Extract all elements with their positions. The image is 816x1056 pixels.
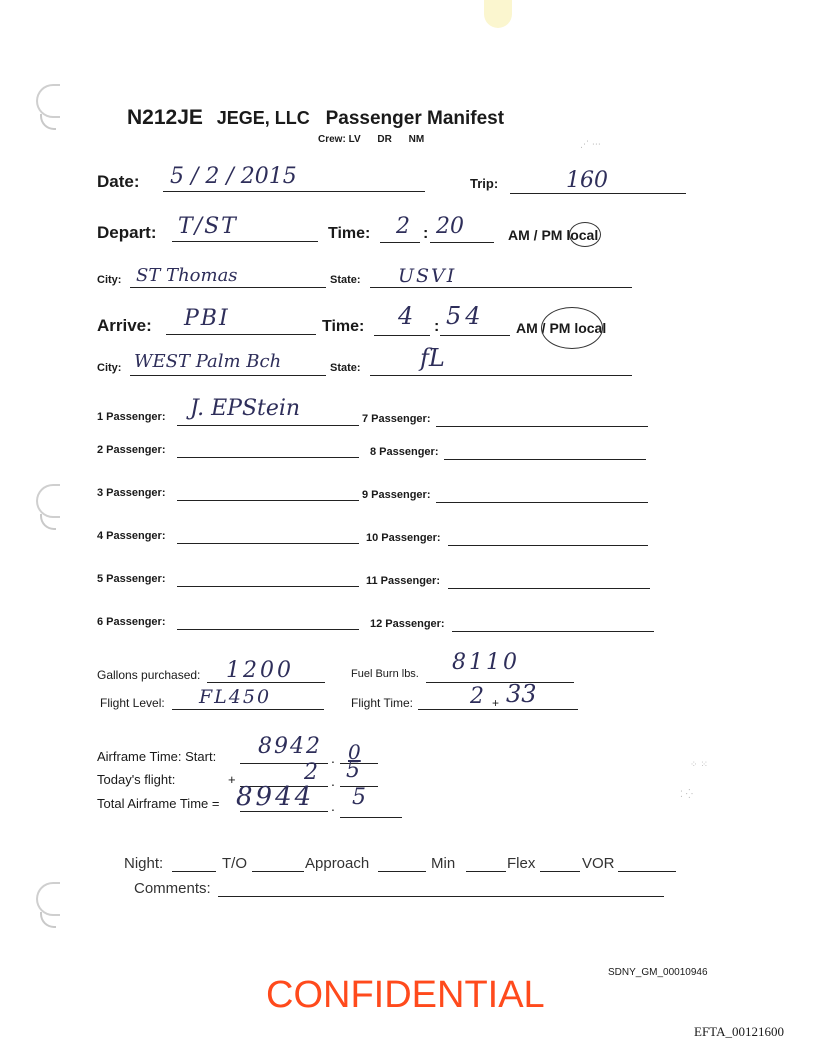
passenger-label: 1 Passenger: — [97, 411, 166, 423]
flight-time-label: Flight Time: — [351, 696, 414, 710]
night-label: Night: — [124, 855, 164, 872]
crew-line — [318, 134, 424, 145]
state-line — [370, 375, 632, 376]
punch-hole-shadow — [40, 912, 56, 928]
flight-time-minutes[interactable]: 33 — [506, 680, 537, 708]
punch-hole-shadow — [40, 514, 56, 530]
state-label: State: — [330, 362, 361, 374]
city-line — [130, 287, 326, 288]
manifest-title: Passenger Manifest — [325, 108, 505, 129]
passenger-label: 7 Passenger: — [362, 413, 431, 425]
passenger-line — [448, 545, 648, 546]
crew-member: LV — [348, 134, 361, 145]
depart-city-value[interactable]: ST Thomas — [136, 265, 238, 286]
decimal-point: . — [331, 798, 335, 814]
fuel-burn-line — [426, 682, 574, 683]
total-airframe-int[interactable]: 8944 — [236, 782, 315, 812]
trip-value[interactable]: 160 — [566, 168, 608, 193]
approach-label: Approach — [305, 855, 370, 872]
fuel-burn-label: Fuel Burn lbs. — [351, 668, 419, 680]
punch-hole — [36, 84, 60, 118]
passenger-label: 6 Passenger: — [97, 616, 166, 628]
flex-line — [540, 871, 580, 872]
passenger-label: 3 Passenger: — [97, 487, 166, 499]
flight-time-plus: + — [492, 696, 500, 710]
confidential-stamp: CONFIDENTIAL — [266, 974, 545, 1016]
flight-time-hours[interactable]: 2 — [470, 684, 484, 709]
punch-hole-shadow — [40, 114, 56, 130]
airframe-start-dec[interactable]: 0 — [348, 740, 361, 764]
flight-level-line — [172, 709, 324, 710]
depart-line — [172, 241, 318, 242]
trip-line — [510, 193, 686, 194]
total-airframe-label: Total Airframe Time = — [97, 796, 220, 811]
date-line — [163, 191, 425, 192]
pm-circle — [541, 307, 603, 349]
scan-speckles: ⋰ ⋯ — [580, 140, 601, 150]
todays-flight-plus: + — [228, 772, 236, 787]
depart-value[interactable]: T/ST — [178, 214, 238, 239]
arrive-minute-line — [440, 335, 510, 336]
passenger-label: 4 Passenger: — [97, 530, 166, 542]
city-label: City: — [97, 274, 122, 286]
passenger-label: 2 Passenger: — [97, 444, 166, 456]
efta-number: EFTA_00121600 — [694, 1024, 784, 1039]
depart-state-value[interactable]: USVI — [398, 265, 457, 287]
passenger-value[interactable]: J. EPStein — [190, 396, 301, 421]
comments-label: Comments: — [134, 880, 211, 897]
company-name: JEGE, LLC — [216, 108, 310, 128]
arrive-ampm: AM / PM local — [516, 320, 607, 336]
gallons-label: Gallons purchased: — [97, 668, 201, 682]
night-line — [172, 871, 216, 872]
passenger-label: 8 Passenger: — [370, 446, 439, 458]
punch-hole — [36, 484, 60, 518]
crew-member: DR — [377, 134, 392, 145]
crew-label: Crew: — [318, 134, 346, 145]
depart-ampm: AM / PM local — [508, 227, 599, 243]
depart-time-label: Time: — [328, 225, 371, 242]
page-title — [127, 106, 504, 130]
flight-level-value[interactable]: FL450 — [199, 686, 272, 708]
time-colon: : — [434, 318, 440, 335]
passenger-label: 12 Passenger: — [370, 618, 445, 630]
passenger-line — [444, 459, 646, 460]
arrive-label: Arrive: — [97, 316, 152, 335]
passenger-line — [177, 457, 359, 458]
date-value[interactable]: 5 / 2 / 2015 — [170, 164, 297, 189]
date-label: Date: — [97, 172, 140, 191]
passenger-line — [177, 543, 359, 544]
city-label: City: — [97, 362, 122, 374]
arrive-time-label: Time: — [322, 318, 365, 335]
arrive-city-value[interactable]: WEST Palm Bch — [134, 351, 282, 372]
approach-line — [378, 871, 426, 872]
todays-flight-dec[interactable]: 5 — [346, 758, 360, 783]
scan-speckles: ⁘ ⁙ — [690, 760, 708, 770]
city-line — [130, 375, 326, 376]
passenger-line — [177, 586, 359, 587]
to-line — [252, 871, 304, 872]
passenger-line — [448, 588, 650, 589]
decimal-point: . — [331, 750, 335, 766]
flex-label: Flex — [507, 855, 536, 872]
arrive-hour-line — [374, 335, 430, 336]
passenger-line — [436, 426, 648, 427]
arrive-state-value[interactable]: fL — [420, 344, 445, 372]
airframe-start-label: Airframe Time: Start: — [97, 749, 217, 764]
passenger-label: 9 Passenger: — [362, 489, 431, 501]
arrive-line — [166, 334, 316, 335]
passenger-line — [436, 502, 648, 503]
comments-line — [218, 896, 664, 897]
depart-hour[interactable]: 2 — [396, 214, 410, 239]
fuel-burn-value[interactable]: 8110 — [452, 650, 520, 675]
airframe-start-int[interactable]: 8942 — [258, 734, 322, 759]
trip-label: Trip: — [470, 176, 499, 191]
arrive-value[interactable]: PBI — [184, 306, 230, 331]
vor-label: VOR — [582, 855, 615, 872]
pm-circle — [569, 222, 601, 247]
depart-minute-line — [430, 242, 494, 243]
bates-number: SDNY_GM_00010946 — [608, 967, 708, 978]
passenger-line — [452, 631, 654, 632]
depart-hour-line — [380, 242, 420, 243]
todays-flight-label: Today's flight: — [97, 772, 176, 787]
time-colon: : — [423, 225, 429, 242]
passenger-label: 10 Passenger: — [366, 532, 441, 544]
min-label: Min — [431, 855, 456, 872]
min-line — [466, 871, 506, 872]
gallons-value[interactable]: 1200 — [226, 658, 294, 683]
tail-number: N212JE — [127, 106, 203, 129]
passenger-line — [177, 425, 359, 426]
state-label: State: — [330, 274, 361, 286]
crew-member: NM — [408, 134, 425, 145]
total-airframe-dec-line — [340, 817, 402, 818]
punch-hole — [36, 882, 60, 916]
to-label: T/O — [222, 855, 247, 872]
scan-speckles: ⁚ ⁛ — [680, 790, 693, 800]
flight-level-label: Flight Level: — [100, 696, 165, 710]
depart-minute[interactable]: 20 — [436, 214, 464, 239]
depart-label: Depart: — [97, 223, 157, 242]
highlighter-mark — [484, 0, 512, 28]
passenger-line — [177, 629, 359, 630]
todays-flight-int[interactable]: 2 — [304, 760, 318, 785]
vor-line — [618, 871, 676, 872]
passenger-line — [177, 500, 359, 501]
passenger-label: 11 Passenger: — [366, 575, 440, 587]
passenger-label: 5 Passenger: — [97, 573, 166, 585]
state-line — [370, 287, 632, 288]
arrive-minute[interactable]: 54 — [446, 302, 485, 330]
arrive-hour[interactable]: 4 — [398, 302, 414, 330]
decimal-point: . — [331, 773, 335, 789]
total-airframe-dec[interactable]: 5 — [352, 785, 366, 810]
